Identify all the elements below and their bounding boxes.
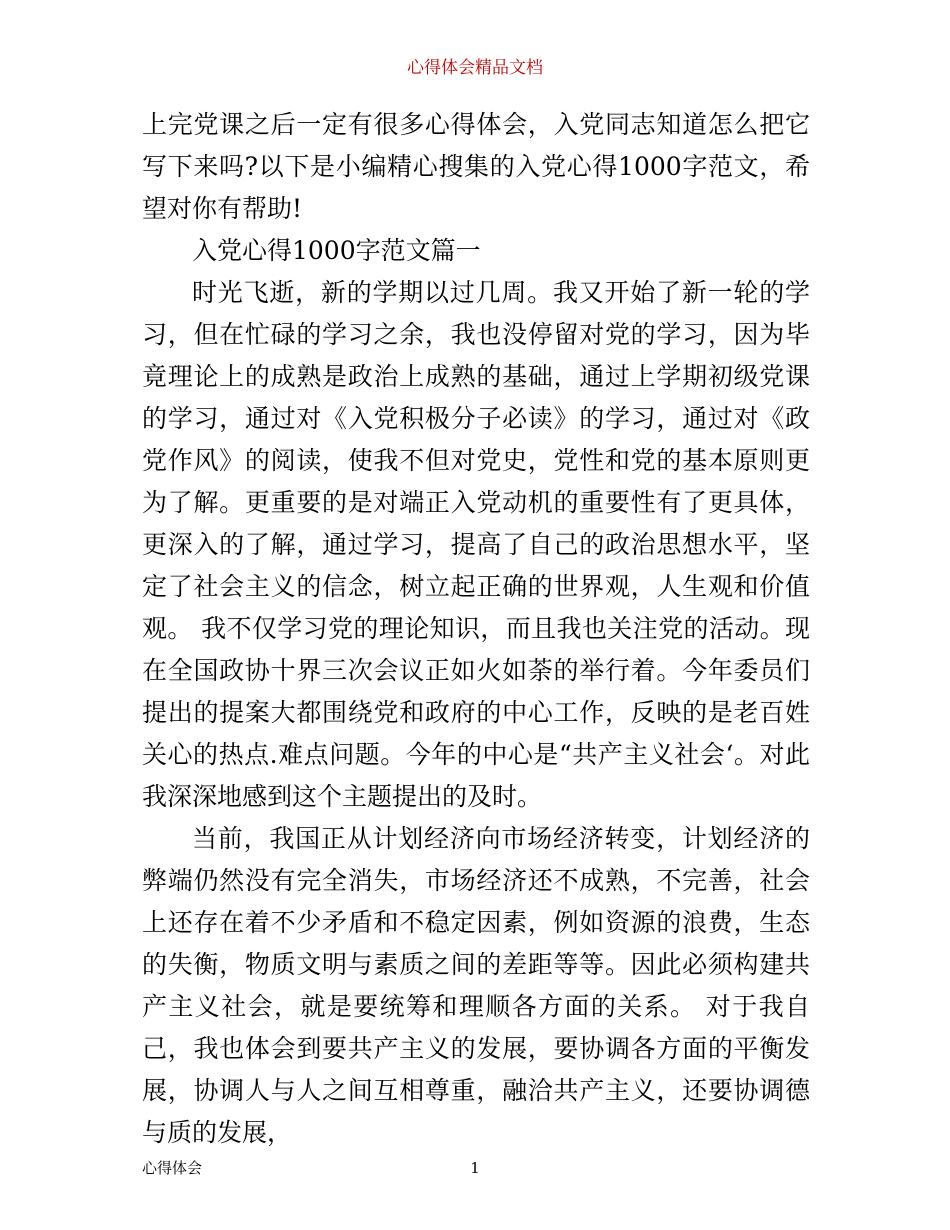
body-paragraph-2: 当前，我国正从计划经济向市场经济转变，计划经济的弊端仍然没有完全消失，市场经济还不成熟，不完善，社会上还存在着不少矛盾和不稳定因素，例如资源的浪费，生态的失衡，物质文明与素质之间的差距等等。因此必须构建共产主义社会，就是要统筹和理顺各方面的关系。 对于我自己，我也体会到要共产主义的发展，要协调各方面的平衡发展，协调人与人之间互相尊重，融洽共产主义，还要协调德与质的发展，	[142, 824, 810, 1147]
intro-paragraph: 上完党课之后一定有很多心得体会，入党同志知道怎么把它写下来吗?以下是小编精心搜集的入党心得1000字范文，希望对你有帮助!	[142, 110, 810, 223]
section-heading: 入党心得1000字范文篇一	[192, 236, 481, 265]
body-paragraph-1: 时光飞逝，新的学期以过几周。我又开始了新一轮的学习，但在忙碌的学习之余，我也没停留对党的学习，因为毕竟理论上的成熟是政治上成熟的基础，通过上学期初级党课的学习，通过对《入党积极分子必读》的学习，通过对《政党作风》的阅读，使我不但对党史，党性和党的基本原则更为了解。更重要的是对端正入党动机的重要性有了更具体，更深入的了解，通过学习，提高了自己的政治思想水平，坚定了社会主义的信念，树立起正确的世界观，人生观和价值观。 我不仅学习党的理论知识，而且我也关注党的活动。现在全国政协十界三次会议正如火如荼的举行着。今年委员们提出的提案大都围绕党和政府的中心工作，反映的是老百姓关心的热点.难点问题。今年的中心是“共产主义社会‘。对此我深深地感到这个主题提出的及时。	[142, 278, 810, 811]
document-body	[142, 104, 810, 1154]
footer-label: 心得体会	[142, 1159, 203, 1177]
header-title: 心得体会精品文档	[407, 58, 543, 78]
page-number: 1	[470, 1159, 480, 1177]
